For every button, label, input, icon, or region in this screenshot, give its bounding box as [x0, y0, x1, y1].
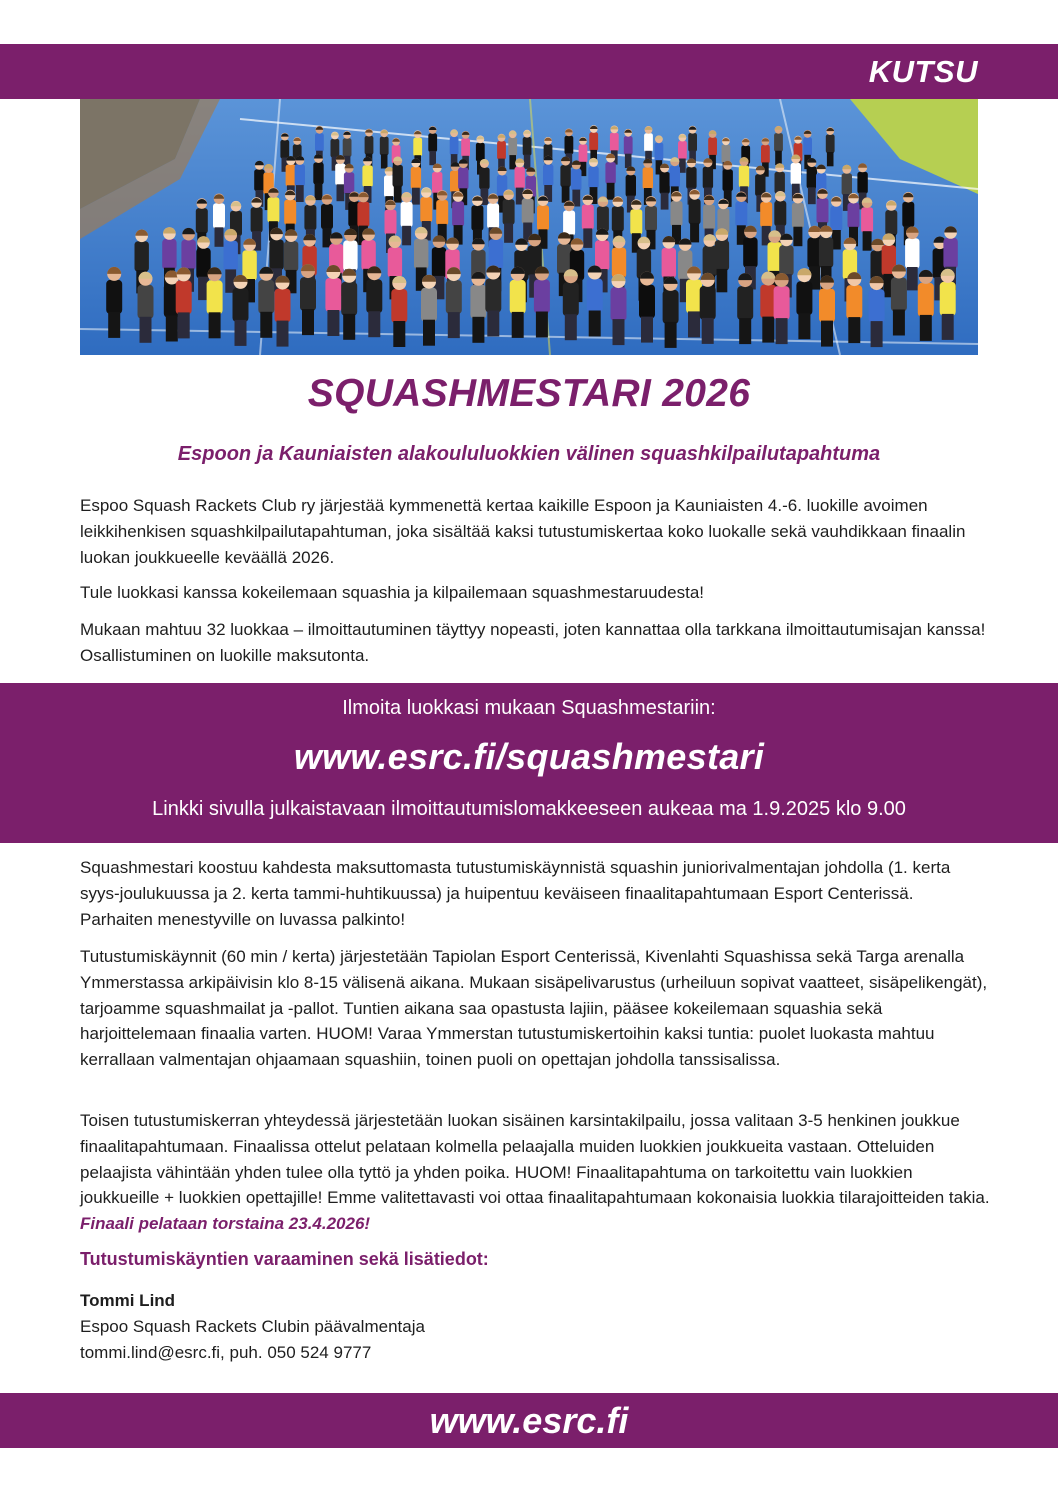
contact-heading: Tutustumiskäyntien varaaminen sekä lisätiedot:	[80, 1249, 489, 1269]
contact-role: Espoo Squash Rackets Clubin päävalmentaja	[80, 1317, 425, 1336]
group-photo-illustration	[80, 99, 978, 355]
details-paragraph-1: Squashmestari koostuu kahdesta maksuttomasta tutustumiskäynnistä squashin juniorivalmentajan johdolla (1. kerta syys-joulukuussa ja 2. kerta tammi-huhtikuussa) ja huipentuu keväiseen finaalitapahtumaan Esport Centerissä. Parhaiten menestyville on luvassa palkinto!	[80, 858, 951, 929]
header-band	[0, 44, 1058, 99]
contact-info[interactable]: tommi.lind@esrc.fi, puh. 050 524 9777	[80, 1343, 372, 1362]
footer-band	[0, 1393, 1058, 1448]
intro-paragraph-2: Tule luokkasi kanssa kokeilemaan squashia ja kilpailemaan squashmestaruudesta!	[80, 583, 704, 602]
header-label: KUTSU	[868, 54, 978, 89]
page-title: SQUASHMESTARI 2026	[307, 372, 751, 415]
intro-paragraph-1: Espoo Squash Rackets Club ry järjestää kymmenettä kertaa kaikille Espoon ja Kauniaisten 4.-6. luokille avoimen leikkihenkisen squashkilpailutapahtuman, joka sisältää kaksi tutustumiskertaa koko luokalle sekä vauhdikkaan finaalin luokan joukkueelle keväällä 2026.	[80, 496, 966, 567]
registration-note: Linkki sivulla julkaistavaan ilmoittautumislomakkeeseen aukeaa ma 1.9.2025 klo 9.00	[152, 798, 906, 820]
registration-band	[0, 683, 1058, 843]
details-paragraph-3-text: Toisen tutustumiskerran yhteydessä järjestetään luokan sisäinen karsintakilpailu, jossa valitaan 3-5 henkinen joukkue finaalitapahtumaan. Finaalissa ottelut pelataan kolmella pelaajalla muiden luokkien joukkueita vastaan. Otteluiden pelaajista vähintään yhden tulee olla tyttö ja yhden poika. HUOM! Finaalitapahtuma on tarkoitettu vain luokkien joukkueille + luokkien opettajille! Emme valitettavasti voi ottaa finaalitapahtumaan kokonaisia luokkia tilarajoitteiden takia.	[80, 1111, 990, 1208]
intro-paragraph-3: Mukaan mahtuu 32 luokkaa – ilmoittautuminen täyttyy nopeasti, joten kannattaa olla tarkkana ilmoittautumisajan kanssa! Osallistuminen on luokille maksutonta.	[80, 620, 986, 665]
footer-link[interactable]: www.esrc.fi	[429, 1400, 629, 1441]
registration-link[interactable]: www.esrc.fi/squashmestari	[293, 736, 765, 777]
contact-name: Tommi Lind	[80, 1291, 176, 1310]
final-date-highlight: Finaali pelataan torstaina 23.4.2026!	[80, 1214, 371, 1234]
details-paragraph-3	[80, 1108, 990, 1237]
details-paragraph-2: Tutustumiskäynnit (60 min / kerta) järjestetään Tapiolan Esport Centerissä, Kivenlahti Squashissa sekä Targa arenalla Ymmerstassa arkipäivisin klo 8-15 välisenä aikana. Mukaan sisäpelivarustus (urheiluun sopivat vaatteet, sisäpelikengät), tarjoamme squashmailat ja -pallot. Tuntien aikana saa opastusta lajiin, pääsee kokeilemaan squashia sekä harjoittelemaan finaalia varten. HUOM! Varaa Ymmerstan tutustumiskertoihin kaksi tuntia: puolet luokasta mahtuu kerrallaan valmentajan ohjaamaan squashiin, toinen puoli on opettajan johdolla tanssisalissa.	[80, 947, 988, 1070]
registration-intro: Ilmoita luokkasi mukaan Squashmestariin:	[342, 697, 716, 719]
group-photo	[80, 99, 978, 355]
page-subtitle: Espoon ja Kauniaisten alakoululuokkien välinen squashkilpailutapahtuma	[177, 443, 881, 465]
